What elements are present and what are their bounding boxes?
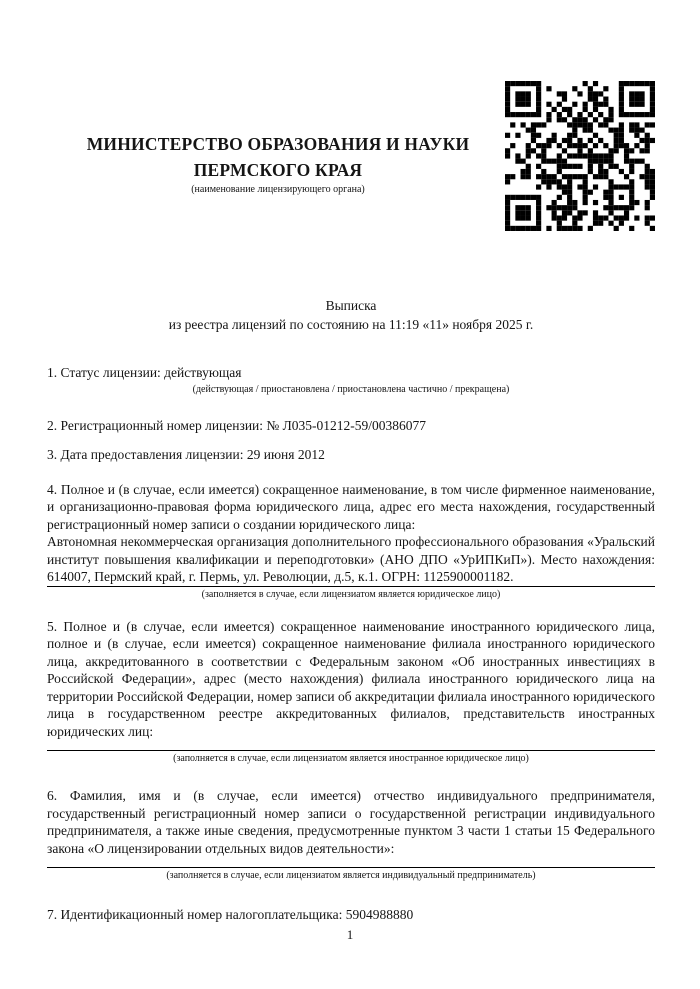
taxpayer-id-line: 7. Идентификационный номер налогоплательщика: 5904988880: [47, 907, 414, 922]
foreign-entity-empty-answer-line: [47, 740, 655, 750]
ministry-name-line1: МИНИСТЕРСТВО ОБРАЗОВАНИЯ И НАУКИ: [86, 134, 470, 154]
license-status-line: 1. Статус лицензии: действующая: [47, 365, 242, 380]
ministry-header: [47, 131, 509, 196]
individual-entrepreneur-section: [47, 787, 655, 882]
license-status-options-caption: (действующая / приостановлена / приостановлена частично / прекращена): [192, 383, 510, 395]
legal-entity-text: [47, 481, 655, 586]
legal-entity-underline: [47, 586, 655, 587]
foreign-entity-question: 5. Полное и (в случае, если имеется) сокращенное наименование иностранного юридического лица, полное и (в случае, если имеется) сокращенное наименование филиала иностранного юридического лица, аккредитованного в соответствии с Федеральным законом «Об иностранных инвестициях в Российской Федерации», адрес (место нахождения) филиала иностранного юридического лица на территории Российской Федерации, номер записи об аккредитации филиала иностранного юридического лица в государственном реестре аккредитованных филиалов, представительств иностранных юридических лиц:: [47, 618, 655, 739]
legal-entity-caption: (заполняется в случае, если лицензиатом является юридическое лицо): [201, 588, 501, 600]
foreign-entity-section: [47, 618, 655, 766]
legal-entity-question-text: 4. Полное и (в случае, если имеется) сокращенное наименование, в том числе фирменное наименование, и организационно-правовая форма юридического лица, адрес его места нахождения, государственный регистрационный номер записи о создании юридического лица:: [47, 481, 655, 532]
individual-entrepreneur-empty-answer-line: [47, 857, 655, 867]
extract-title: Выписка: [325, 298, 377, 313]
foreign-entity-underline: [47, 750, 655, 751]
ministry-name-line2: ПЕРМСКОГО КРАЯ: [193, 160, 363, 180]
legal-entity-answer-text: Автономная некоммерческая организация дополнительного профессионального образования «Уральский институт повышения квалификации и переподготовки» (АНО ДПО «УрИПКиП»). Место нахождения: 614007, Пермский край, г. Пермь, ул. Революции, д.5, к.1. ОГРН: 1125900001182.: [47, 534, 655, 584]
legal-entity-section: [47, 481, 655, 601]
grant-date-line: 3. Дата предоставления лицензии: 29 июня 2012: [47, 447, 325, 462]
ministry-caption: (наименование лицензирующего органа): [191, 184, 365, 195]
individual-entrepreneur-underline: [47, 867, 655, 868]
extract-title-block: [47, 296, 655, 334]
individual-entrepreneur-caption: (заполняется в случае, если лицензиатом является индивидуальный предприниматель): [166, 870, 536, 881]
extract-subtitle: из реестра лицензий по состоянию на 11:19 «11» ноября 2025 г.: [168, 317, 534, 332]
individual-entrepreneur-question: 6. Фамилия, имя и (в случае, если имеется) отчество индивидуального предпринимателя, государственный регистрационный номер записи о государственной регистрации индивидуального предпринимателя, а также иные сведения, предусмотренные пунктом 3 части 1 статьи 15 Федерального закона «О лицензировании отдельных видов деятельности»:: [47, 788, 655, 856]
foreign-entity-caption: (заполняется в случае, если лицензиатом является иностранное юридическое лицо): [173, 753, 529, 764]
qr-code-icon: [505, 80, 655, 232]
page-number: 1: [346, 927, 354, 942]
registration-number-line: 2. Регистрационный номер лицензии: № Л035-01212-59/00386077: [47, 417, 427, 433]
